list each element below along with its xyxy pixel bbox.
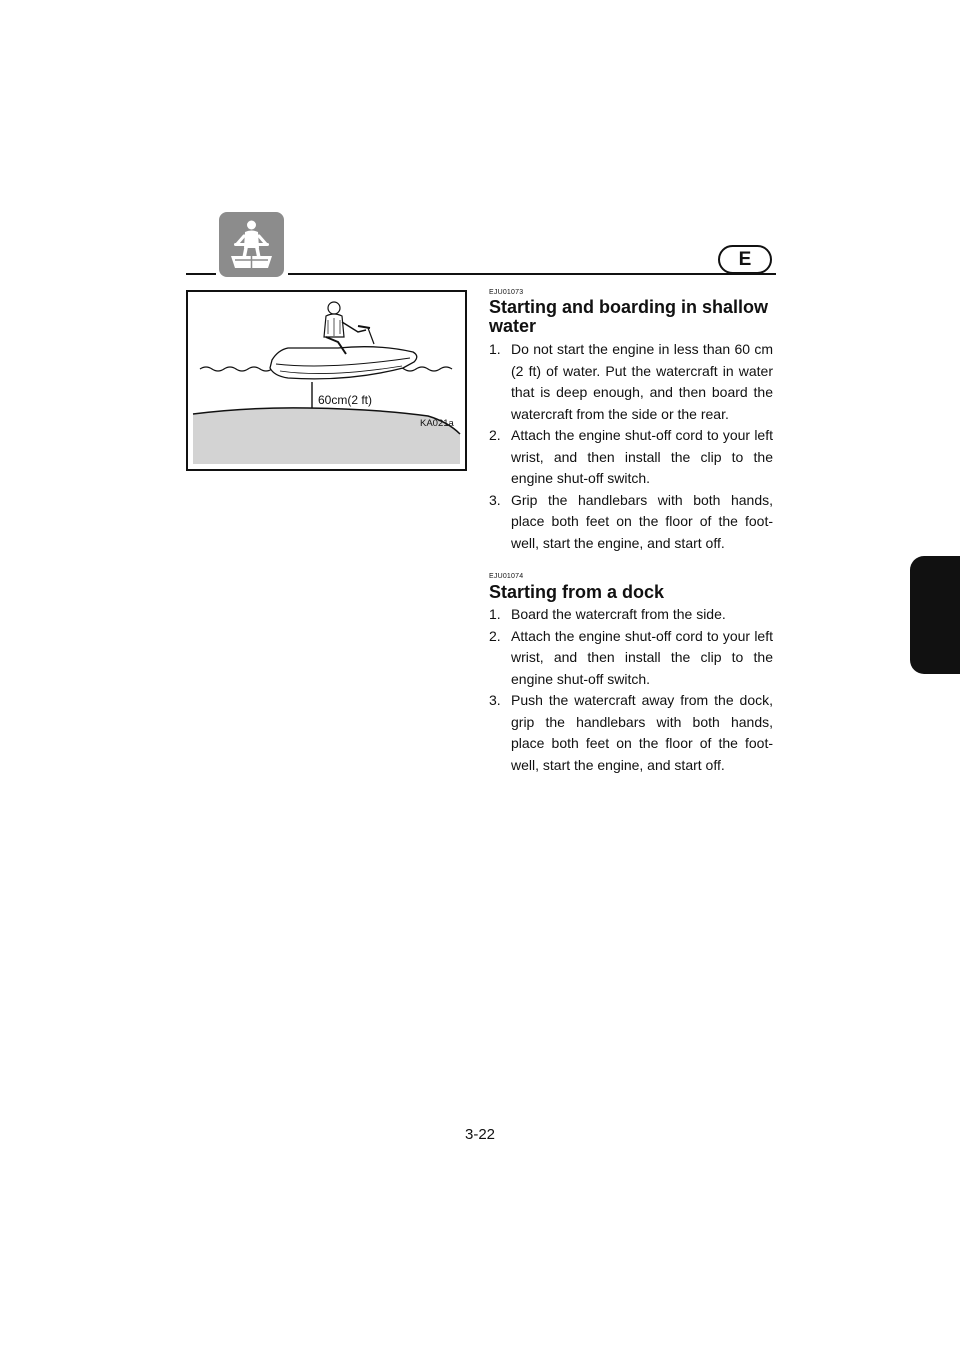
list-item [489,339,773,425]
step-text: Board the watercraft from the side. [511,606,726,622]
step-list [489,339,773,554]
step-number: 1. [489,606,501,622]
step-list [489,604,773,776]
language-badge: E [718,245,772,274]
header-rule [186,273,216,275]
list-item [489,626,773,691]
rider-on-watercraft-icon [219,212,284,277]
section-title: Starting and boarding in shallow water [489,297,769,336]
step-number: 2. [489,427,501,443]
section-code: EJU01073 [489,289,524,296]
figure-code: KA021a [420,418,454,429]
list-item [489,604,773,626]
step-text: Attach the engine shut-off cord to your left wrist, and then install the clip to the engine shut-off switch. [511,427,773,486]
step-number: 2. [489,627,501,644]
chapter-tab [910,556,960,674]
section-code: EJU01074 [489,573,524,580]
step-text: Grip the handlebars with both hands, place both feet on the floor of the foot-well, start the engine, and start off. [511,491,773,551]
step-text: Attach the engine shut-off cord to your left wrist, and then install the clip to the engine shut-off switch. [511,627,773,687]
list-item [489,690,773,776]
step-number: 1. [489,341,501,357]
step-text: Do not start the engine in less than 60 cm (2 ft) of water. Put the watercraft in water that is deep enough, and then board the watercraft from the side or the rear. [511,341,773,422]
depth-label: 60cm(2 ft) [318,393,373,407]
step-number: 3. [489,491,501,508]
shallow-water-figure [186,290,467,471]
header-rule [288,273,776,275]
watercraft-depth-illustration [188,292,465,469]
step-text: Push the watercraft away from the dock, grip the handlebars with both hands, place both feet on the floor of the foot-well, start the engine, and start off. [511,692,773,773]
page-number: 3-22 [464,1126,496,1143]
watercraft-rider-icon [219,212,284,277]
step-number: 3. [489,692,501,708]
section-title: Starting from a dock [489,582,665,602]
list-item [489,490,773,555]
list-item [489,425,773,490]
